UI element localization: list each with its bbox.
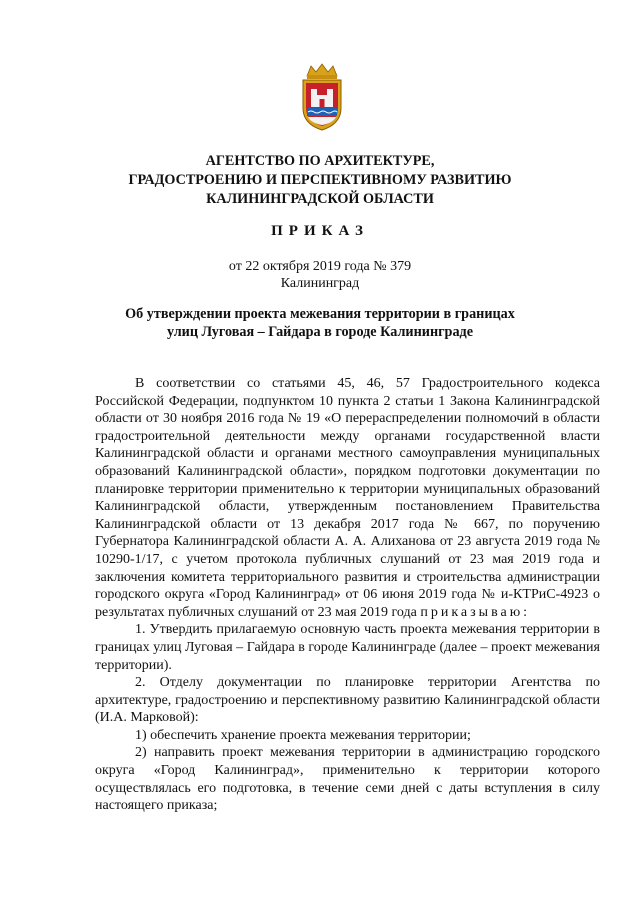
kaliningrad-coat-of-arms-icon xyxy=(297,62,347,132)
order-item-2: 2. Отделу документации по планировке территории Агентства по архитектуре, градостроению и перспективному развитию Калининградской области (И.А. Марковой): xyxy=(95,675,600,726)
agency-name-line: АГЕНТСТВО ПО АРХИТЕКТУРЕ, xyxy=(205,153,435,169)
agency-name-line: КАЛИНИНГРАДСКОЙ ОБЛАСТИ xyxy=(206,191,434,207)
order-subitem-2-2: 2) направить проект межевания территории в администрацию городского округа «Город Калининград», применительно к территории которого осуществлялась его подготовка, в течение семи дней с даты вступления в силу настоящего приказа; xyxy=(95,745,600,814)
order-body xyxy=(95,375,600,815)
order-subitem-2-1: 1) обеспечить хранение проекта межевания территории; xyxy=(135,727,471,743)
order-date: от 22 октября 2019 года № 379 xyxy=(228,259,412,274)
order-city: Калининград xyxy=(280,276,360,291)
preamble-text: В соответствии со статьями 45, 46, 57 Градостроительного кодекса Российской Федерации, подпунктом 10 пункта 2 статьи 1 Закона Калининградской области от 30 ноября 2016 года № 19 «О перераспределении полномочий в области градостроительной деятельности между органами государственной власти Калининградской области и органами местного самоуправления муниципальных образований Калининградской области», порядком подготовки документации по планировке территории применительно к территории муниципальных образований Калининградской области, утвержденным постановлением Правительства Калининградской области от 13 декабря 2017 года № 667, по поручению Губернатора Калининградской области А. А. Алиханова от 23 августа 2019 года № 10290-1/17, с учетом протокола публичных слушаний от 23 мая 2019 года и заключения комитета территориального развития и строительства администрации городского округа «Город Калининград» от 06 июня 2019 года № и-КТРиС-4923 о результатах публичных слушаний от 23 мая 2019 года xyxy=(95,376,600,620)
coat-of-arms-emblem xyxy=(297,62,347,132)
order-item-1: 1. Утвердить прилагаемую основную часть проекта межевания территории в границах улиц Луговая – Гайдара в городе Калининграде (далее – проект межевания территории). xyxy=(95,622,600,673)
preamble-paragraph xyxy=(95,375,600,621)
order-title: ПРИКАЗ xyxy=(271,223,369,239)
order-subject-line: Об утверждении проекта межевания территории в границах xyxy=(125,306,515,322)
agency-name-line: ГРАДОСТРОЕНИЮ И ПЕРСПЕКТИВНОМУ РАЗВИТИЮ xyxy=(128,172,512,188)
order-subject-line: улиц Луговая – Гайдара в городе Калининграде xyxy=(166,324,474,340)
order-word: приказываю: xyxy=(420,604,531,620)
agency-name xyxy=(100,152,540,209)
order-subject xyxy=(100,305,540,341)
